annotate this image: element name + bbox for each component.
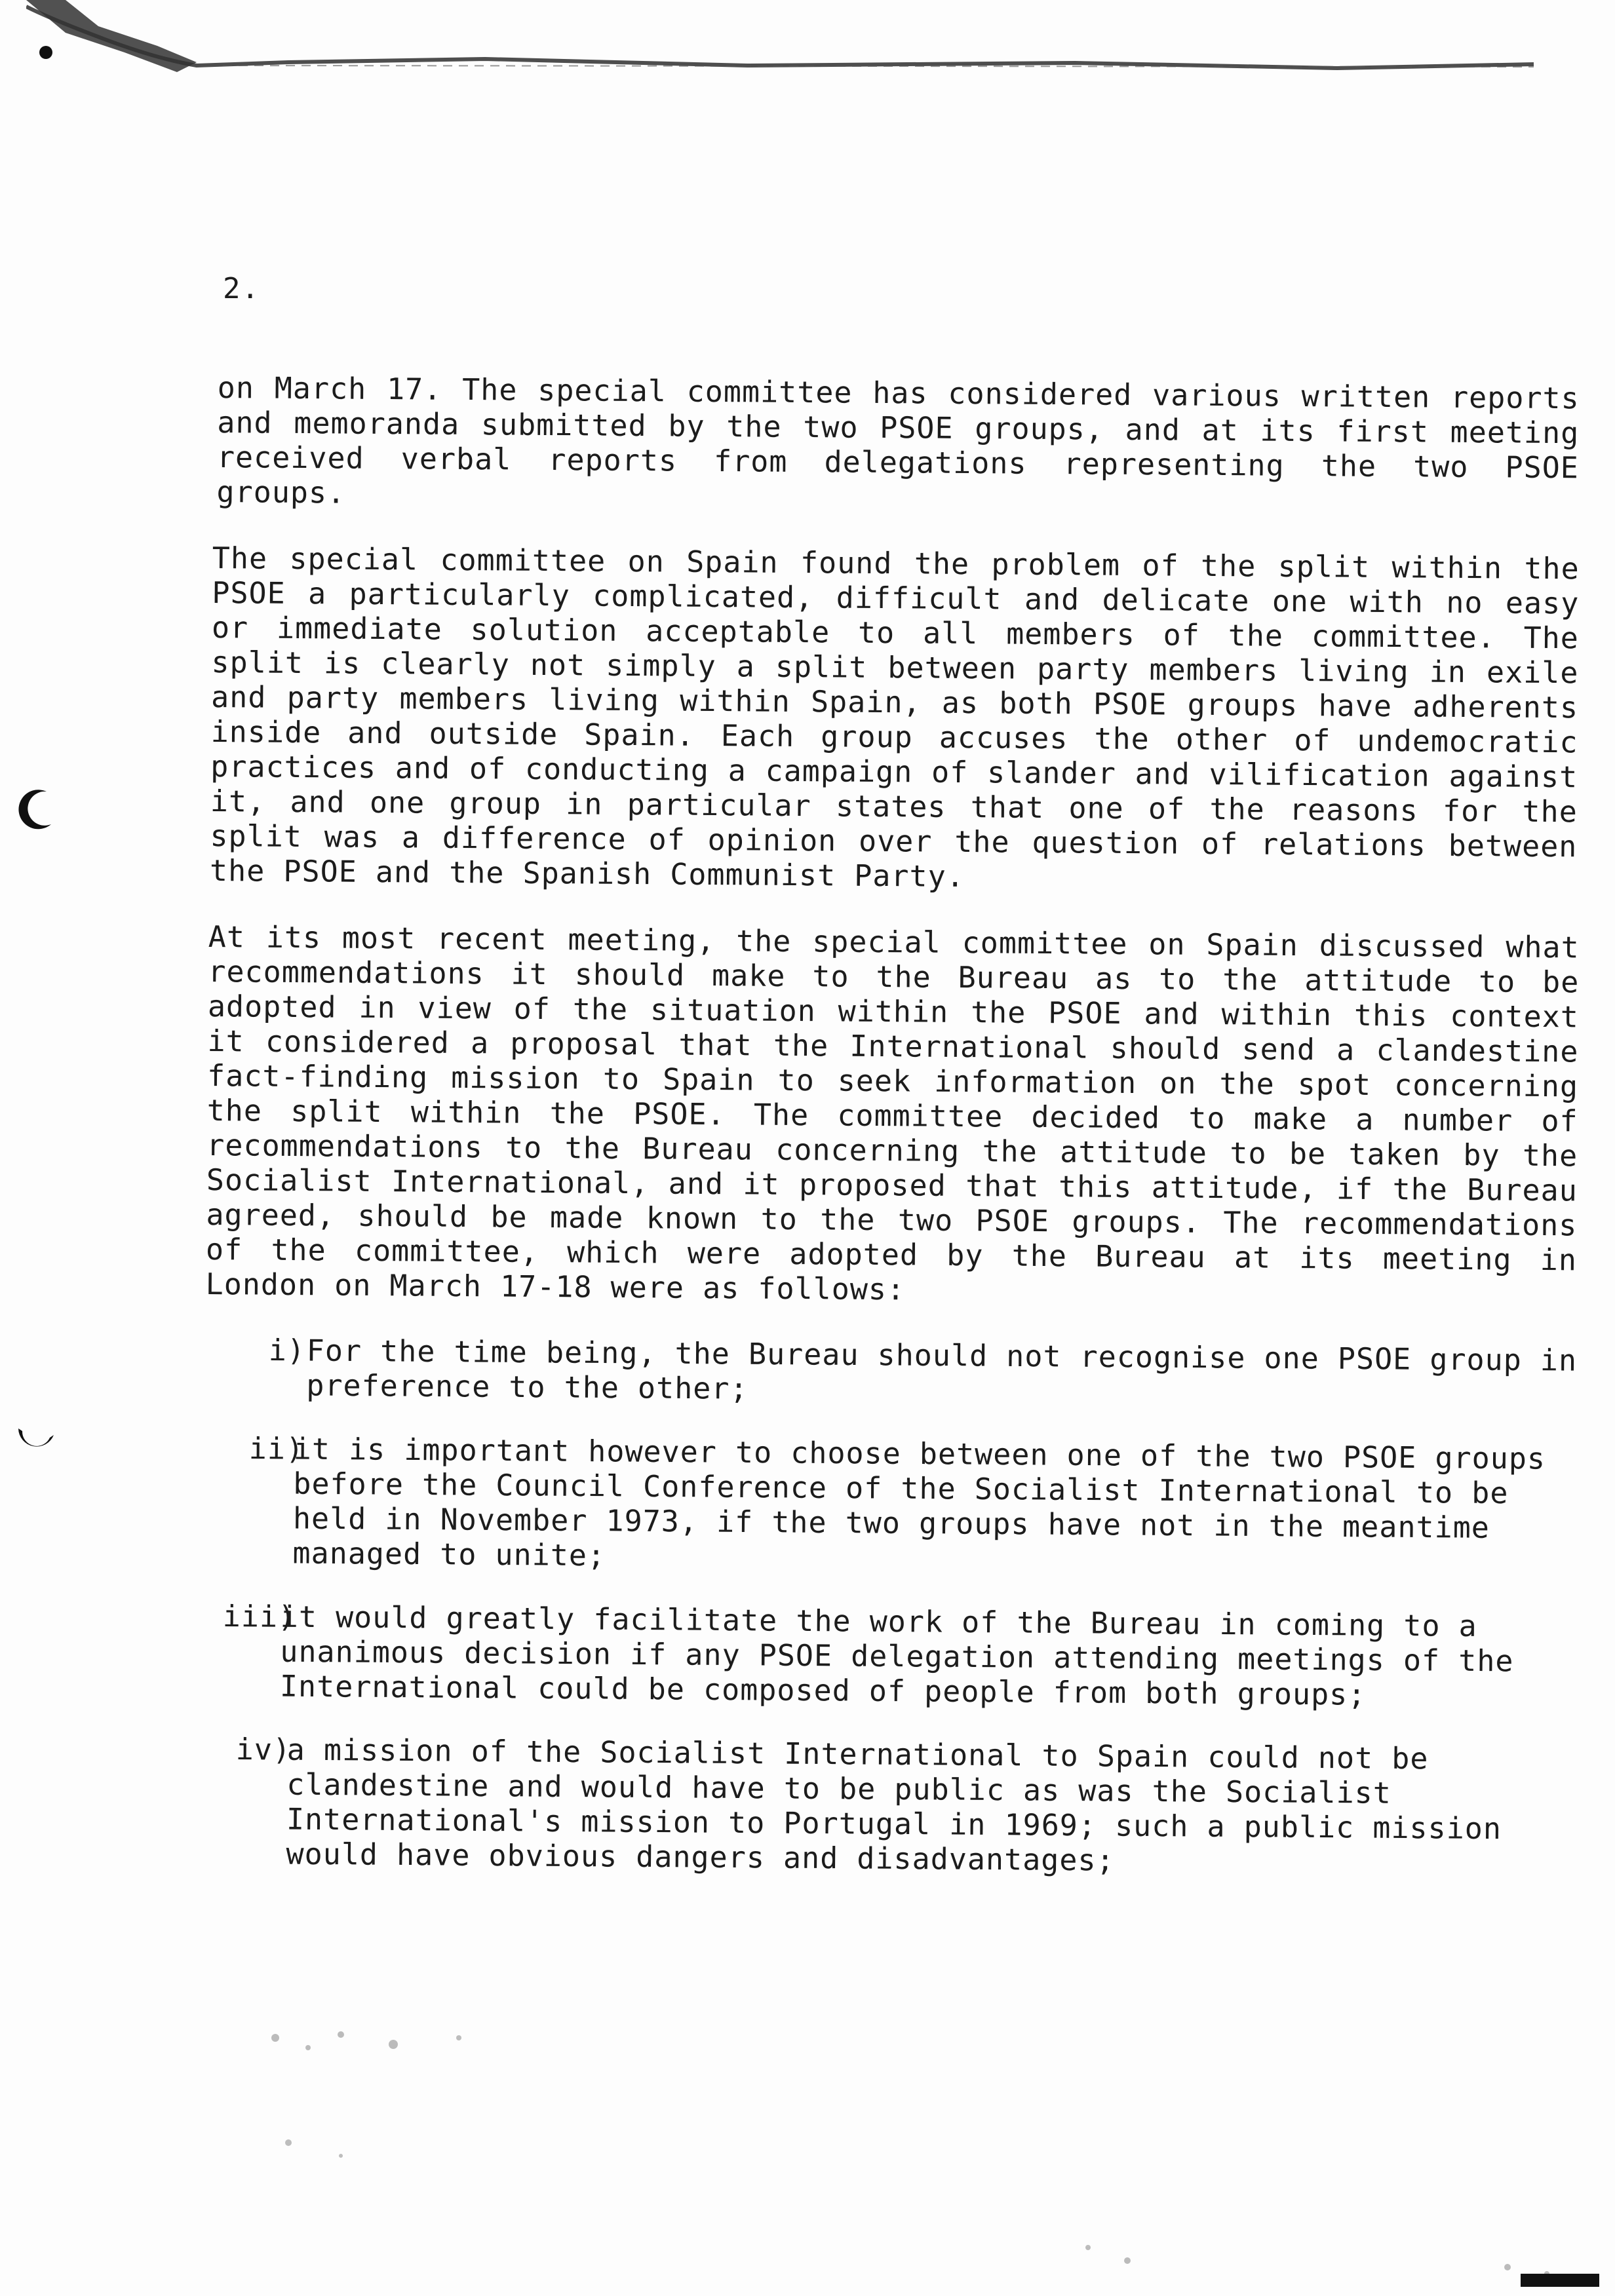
paragraph: The special committee on Spain found the problem of the split within the PSOE a particularly complicated, difficult and delicate one with no easy or immediate solution acceptable to all members of the committee. The split is clearly not simply a split between party members living in exile and party members living within Spain, as both PSOE groups have adherents inside and outside Spain. Each group accuses the other of undemocratic practices and of conducting a campaign of slander and vilification against it, and one group in particular states that one of the reasons for the split was a difference of opinion over the question of relations between the PSOE and the Spanish Communist Party. [209, 541, 1580, 894]
document-body [205, 370, 1580, 1900]
list-marker: iii) [222, 1599, 297, 1634]
punch-hole-mark [10, 786, 56, 832]
punch-hole-mark [13, 1415, 59, 1461]
scan-bottom-edge-noise [0, 1999, 1615, 2296]
paragraph: At its most recent meeting, the special committee on Spain discussed what recommendations it should make to the Bureau as to the attitude to be adopted in view of the situation within the PSOE and within this context it considered a proposal that the International should send a clandestine fact-finding mission to Spain to seek information on the spot concerning the split within the PSOE. The committee decided to make a number of recommendations to the Bureau concerning the attitude to be taken by the Socialist International, and it proposed that this attitude, if the Bureau agreed, should be made known to the two PSOE groups. The recommendations of the committee, which were adopted by the Bureau at its meeting in London on March 17-18 were as follows: [205, 919, 1580, 1307]
recommendation-item [248, 1431, 1580, 1580]
list-marker: iv) [235, 1732, 292, 1767]
recommendation-item [268, 1333, 1580, 1413]
recommendations-list [210, 1333, 1580, 1878]
recommendation-item [222, 1599, 1580, 1713]
list-marker: i) [268, 1333, 306, 1368]
list-marker: ii) [248, 1431, 305, 1466]
scan-top-edge-noise [26, 0, 1534, 92]
recommendation-item [235, 1732, 1580, 1881]
recommendation-text: a mission of the Socialist International to Spain could not be clandestine and would have to be public as was the Socialist International's mission to Portugal in 1969; such a public mission would have obvious dangers and disadvantages; [286, 1732, 1502, 1878]
recommendation-text: For the time being, the Bureau should not recognise one PSOE group in preference to the other; [306, 1333, 1578, 1406]
recommendation-text: it would greatly facilitate the work of the Bureau in coming to a unanimous decision if any PSOE delegation attending meetings of the International could be composed of people from both groups; [279, 1599, 1514, 1712]
recommendation-text: it is important however to choose between one of the two PSOE groups before the Council Conference of the Socialist International to be held in November 1973, if the two groups have not in the meantime managed to unite; [292, 1431, 1546, 1573]
paragraph: on March 17. The special committee has considered various written reports and memoranda submitted by the two PSOE groups, and at its first meeting received verbal reports from delegations representing the two PSOE groups. [216, 370, 1580, 510]
page-number: 2. [223, 272, 260, 305]
